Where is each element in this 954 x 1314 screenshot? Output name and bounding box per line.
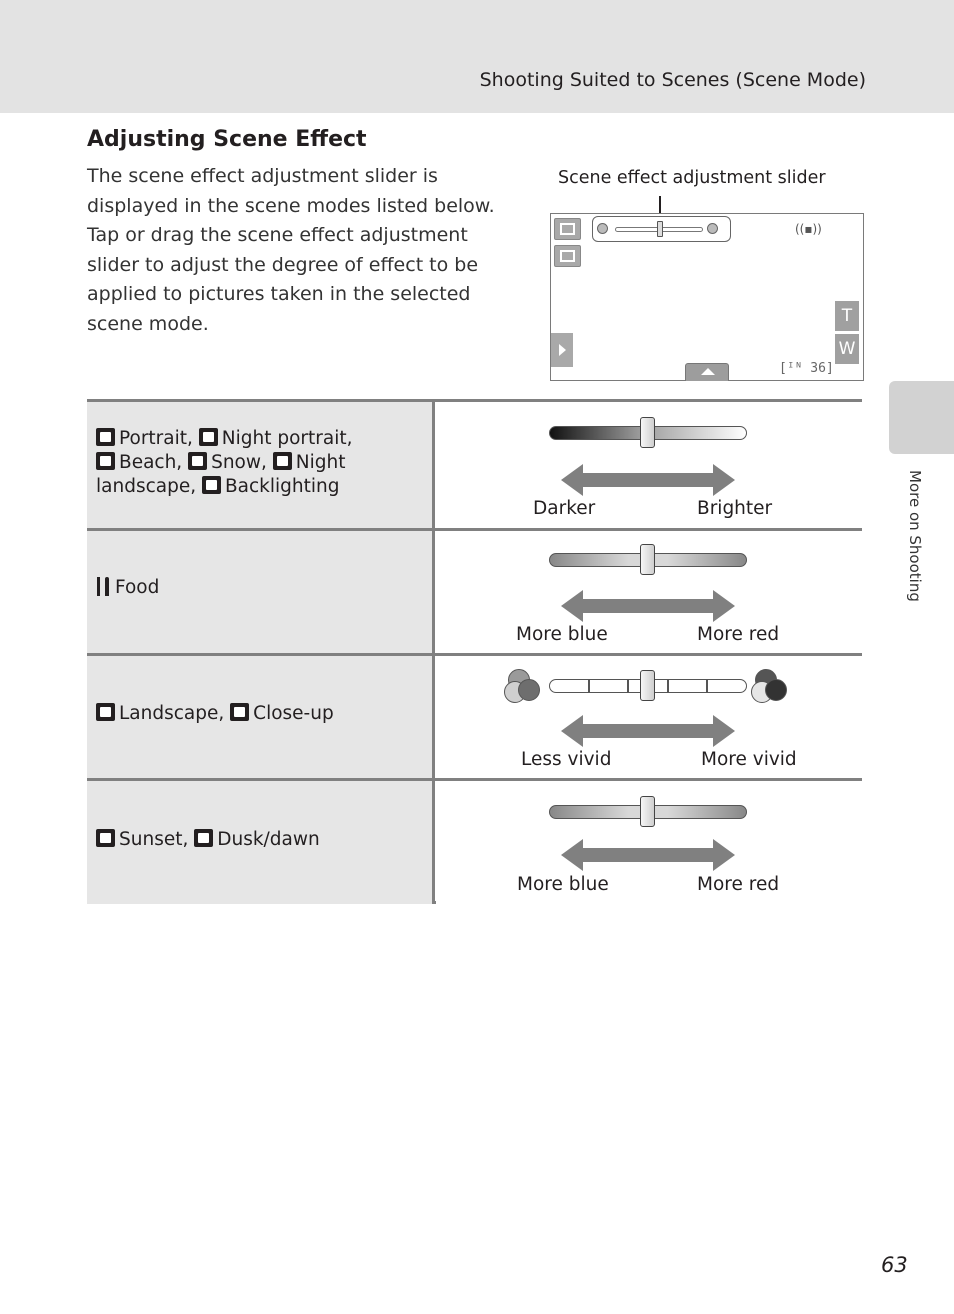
zoom-wide-button[interactable]: W [835,334,859,364]
landscape-icon [96,703,115,721]
slider-knob [640,544,655,575]
page-number: 63 [881,1253,908,1277]
table-row [87,402,862,528]
slider-knob [640,796,655,827]
mode-cell [87,531,435,653]
double-arrow-icon [561,464,735,496]
left-effect-label: Darker [533,498,596,519]
mode-name: Snow, [211,452,273,473]
left-effect-label: More blue [516,624,608,645]
slider-cell [436,656,862,778]
mode-name: Night landscape, [96,452,346,497]
mode-list [96,702,334,726]
scene-effect-slider[interactable] [592,216,731,242]
slider-cell [436,531,862,653]
table-row [87,656,862,778]
mode-list [96,427,426,499]
intro-paragraph: The scene effect adjustment slider is displayed in the scene modes listed below. Tap or drag the scene effect adjustment slider to adjust the degree of effect to be applied to pictures taken in the selected scene mode. [87,165,495,335]
mode-name: Close-up [253,703,334,724]
right-effect-label: More vivid [701,749,797,770]
dusk-dawn-icon [194,829,213,847]
mode-name: Dusk/dawn [217,829,320,850]
sunset-icon [96,829,115,847]
beach-icon [96,452,115,470]
mode-name: Backlighting [224,476,340,497]
left-effect-label: Less vivid [521,749,612,770]
zoom-tele-button[interactable]: T [835,301,859,331]
camera-screen [550,213,864,381]
portrait-icon [96,428,115,446]
slider-knob [640,417,655,448]
mode-cell [87,402,435,528]
running-head: Shooting Suited to Scenes (Scene Mode) [479,69,866,91]
double-arrow-icon [561,839,735,871]
vibration-reduction-icon: ((▪)) [795,222,822,236]
chapter-tab-label: More on Shooting [906,470,924,602]
section-title: Adjusting Scene Effect [87,127,367,152]
mode-name: Food [115,577,160,598]
mode-list [96,828,320,852]
night-landscape-icon [273,452,292,470]
right-effect-label: More red [697,874,780,895]
effect-low-icon [597,223,608,234]
effect-high-icon [707,223,718,234]
slider-cell [436,781,862,904]
mode-name: Beach, [119,452,189,473]
header-band [0,0,954,113]
slider-knob [640,670,655,701]
food-icon [96,577,111,596]
right-effect-label: Brighter [697,498,773,519]
slider-cell [436,402,862,528]
playback-button[interactable] [554,245,581,267]
double-arrow-icon [561,590,735,622]
less-vivid-icon [504,669,544,705]
mode-list [96,576,159,600]
slider-knob[interactable] [657,221,663,237]
scene-effect-table [87,399,862,904]
mode-cell [87,781,435,904]
mode-cell [87,656,435,778]
shooting-mode-button[interactable] [554,218,581,240]
mode-name: Sunset, [119,829,195,850]
table-row [87,781,862,904]
expand-panel-button[interactable] [551,333,573,367]
mode-name: Landscape, [119,703,231,724]
slider-callout-label: Scene effect adjustment slider [558,168,826,188]
mode-name: Night portrait, [221,428,353,449]
backlighting-icon [202,476,221,494]
mode-name: Portrait, [119,428,199,449]
more-vivid-icon [751,669,791,705]
snow-icon [188,452,207,470]
night-portrait-icon [199,428,218,446]
exposures-remaining: [ᴵᴺ 36] [779,361,834,376]
double-arrow-icon [561,715,735,747]
table-row [87,531,862,653]
right-effect-label: More red [697,624,780,645]
left-effect-label: More blue [517,874,609,895]
close-up-icon [230,703,249,721]
menu-up-button[interactable] [685,363,729,381]
chapter-tab [889,381,954,454]
